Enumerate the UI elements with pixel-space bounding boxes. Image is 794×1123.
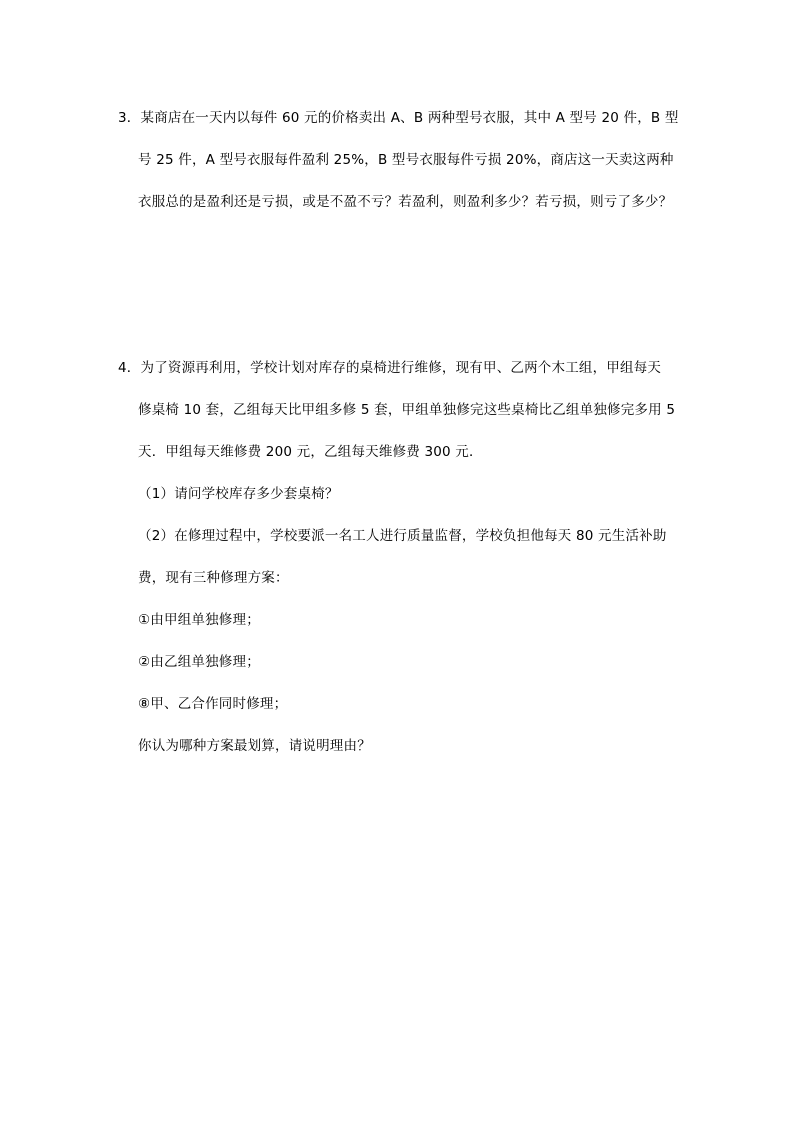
question-4-line-2: 修桌椅 10 套，乙组每天比甲组多修 5 套，甲组单独修完这些桌椅比乙组单独修完多用 5 — [138, 402, 676, 418]
question-3-line-3: 衣服总的是盈利还是亏损，或是不盈不亏？若盈利，则盈利多少？若亏损，则亏了多少？ — [138, 194, 673, 210]
question-4-text-1: 为了资源再利用，学校计划对库存的桌椅进行维修，现有甲、乙两个木工组，甲组每天 — [140, 360, 662, 376]
question-4-part-1: （1）请问学校库存多少套桌椅？ — [138, 486, 339, 502]
repair-option-2: ②由乙组单独修理； — [138, 654, 260, 670]
repair-option-3: ⑧甲、乙合作同时修理； — [138, 696, 288, 712]
question-4-line-1 — [118, 358, 661, 378]
question-4-number: 4． — [118, 360, 141, 376]
question-3-line-2: 号 25 件，A 型号衣服每件盈利 25%，B 型号衣服每件亏损 20%，商店这一天卖这两种 — [138, 152, 674, 168]
question-4-prompt: 你认为哪种方案最划算，请说明理由？ — [138, 738, 371, 754]
repair-option-1: ①由甲组单独修理； — [138, 612, 260, 628]
question-3-line-1 — [118, 108, 679, 128]
question-4-part-2-line-1: （2）在修理过程中，学校要派一名工人进行质量监督，学校负担他每天 80 元生活补助 — [138, 528, 667, 544]
question-3-number: 3． — [118, 110, 141, 126]
question-3-text-1: 某商店在一天内以每件 60 元的价格卖出 A、B 两种型号衣服，其中 A 型号 20 件，B 型 — [140, 110, 679, 126]
question-4-line-3: 天．甲组每天维修费 200 元，乙组每天维修费 300 元． — [138, 444, 483, 460]
question-4-part-2-line-2: 费，现有三种修理方案： — [138, 570, 289, 586]
